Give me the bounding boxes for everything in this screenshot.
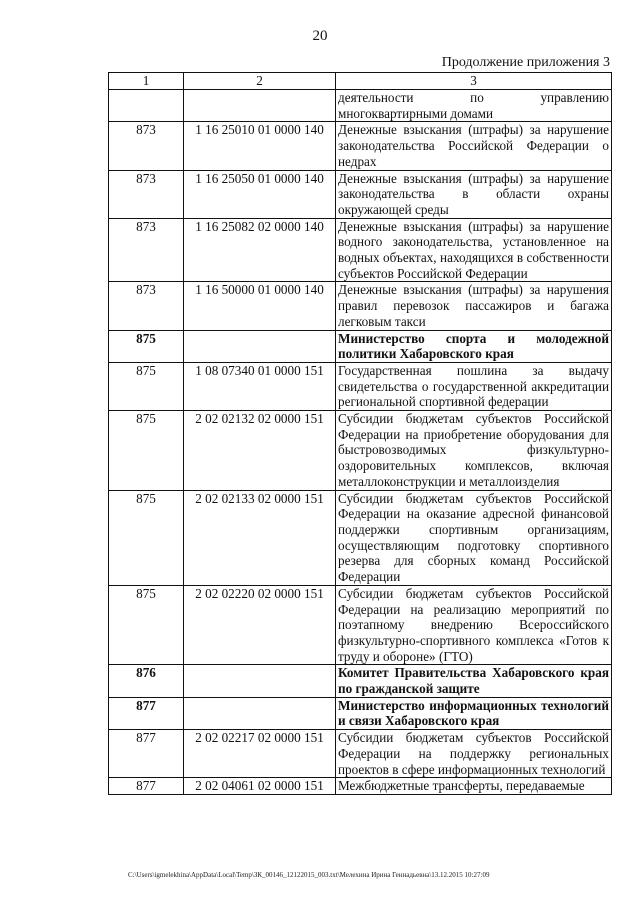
page-number: 20	[312, 28, 328, 44]
admin-code-cell: 877	[109, 730, 184, 778]
budget-code-cell: 1 16 25082 02 0000 140	[184, 218, 336, 282]
admin-code-cell: 873	[109, 170, 184, 218]
description-cell: Субсидии бюджетам субъектов Российской Федерации на поддержку региональных проектов в сфере информационных технологий	[336, 730, 612, 778]
description-cell: Министерство информационных технологий и связи Хабаровского края	[336, 697, 612, 729]
table-row	[109, 585, 612, 665]
table-row	[109, 778, 612, 795]
budget-code-cell: 2 02 02133 02 0000 151	[184, 490, 336, 585]
budget-code-cell: 1 16 25010 01 0000 140	[184, 122, 336, 170]
budget-code-cell	[184, 697, 336, 729]
budget-code-cell: 1 08 07340 01 0000 151	[184, 362, 336, 410]
admin-code-cell	[109, 90, 184, 122]
table-row	[109, 665, 612, 697]
description-cell: Государственная пошлина за выдачу свидетельства о государственной аккредитации региональной спортивной федерации	[336, 362, 612, 410]
table-row	[109, 490, 612, 585]
admin-code-cell: 873	[109, 282, 184, 330]
budget-code-cell: 1 16 25050 01 0000 140	[184, 170, 336, 218]
description-cell: Министерство спорта и молодежной политики Хабаровского края	[336, 330, 612, 362]
header-col-1: 1	[109, 73, 184, 90]
table-header-row	[109, 73, 612, 90]
description-cell: Денежные взыскания (штрафы) за нарушение водного законодательства, установленное на водных объектах, находящихся в собственности субъектов Российской Федерации	[336, 218, 612, 282]
footer-file-path: C:\Users\igmelekhina\AppData\Local\Temp\ЗК_00146_12122015_003.txt\Мелехина Ирина Геннадьевна\13.12.2015 10:27:09	[128, 871, 490, 879]
budget-classification-table	[108, 72, 612, 795]
table-body	[109, 90, 612, 795]
description-cell: деятельности по управлению многоквартирными домами	[336, 90, 612, 122]
table-row	[109, 362, 612, 410]
table-row	[109, 697, 612, 729]
description-cell: Межбюджетные трансферты, передаваемые	[336, 778, 612, 795]
table-row	[109, 730, 612, 778]
description-cell: Субсидии бюджетам субъектов Российской Федерации на оказание адресной финансовой поддержки спортивным организациям, осуществляющим подготовку спортивного резерва для сборных команд Российской Федерации	[336, 490, 612, 585]
table-row	[109, 411, 612, 491]
table-row	[109, 90, 612, 122]
table-row	[109, 330, 612, 362]
admin-code-cell: 875	[109, 411, 184, 491]
description-cell: Комитет Правительства Хабаровского края по гражданской защите	[336, 665, 612, 697]
header-col-3: 3	[336, 73, 612, 90]
description-cell: Денежные взыскания (штрафы) за нарушение законодательства в области охраны окружающей среды	[336, 170, 612, 218]
admin-code-cell: 877	[109, 778, 184, 795]
admin-code-cell: 873	[109, 122, 184, 170]
budget-code-cell: 2 02 02132 02 0000 151	[184, 411, 336, 491]
description-cell: Субсидии бюджетам субъектов Российской Федерации на реализацию мероприятий по поэтапному внедрению Всероссийского физкультурно-спортивного комплекса «Готов к труду и обороне» (ГТО)	[336, 585, 612, 665]
budget-code-cell: 2 02 02220 02 0000 151	[184, 585, 336, 665]
description-cell: Субсидии бюджетам субъектов Российской Федерации на приобретение оборудования для быстровозводимых физкультурно-оздоровительных комплексов, включая металлоконструкции и металлоизделия	[336, 411, 612, 491]
continuation-label: Продолжение приложения 3	[441, 55, 610, 70]
budget-code-cell: 2 02 04061 02 0000 151	[184, 778, 336, 795]
admin-code-cell: 876	[109, 665, 184, 697]
budget-code-cell	[184, 90, 336, 122]
admin-code-cell: 875	[109, 330, 184, 362]
description-cell: Денежные взыскания (штрафы) за нарушение законодательства Российской Федерации о недрах	[336, 122, 612, 170]
admin-code-cell: 875	[109, 362, 184, 410]
header-col-2: 2	[184, 73, 336, 90]
budget-code-cell	[184, 665, 336, 697]
admin-code-cell: 873	[109, 218, 184, 282]
budget-code-cell	[184, 330, 336, 362]
table-row	[109, 282, 612, 330]
admin-code-cell: 877	[109, 697, 184, 729]
budget-code-cell: 2 02 02217 02 0000 151	[184, 730, 336, 778]
admin-code-cell: 875	[109, 585, 184, 665]
table-row	[109, 218, 612, 282]
description-cell: Денежные взыскания (штрафы) за нарушения правил перевозок пассажиров и багажа легковым такси	[336, 282, 612, 330]
budget-code-cell: 1 16 50000 01 0000 140	[184, 282, 336, 330]
table-row	[109, 170, 612, 218]
admin-code-cell: 875	[109, 490, 184, 585]
table-row	[109, 122, 612, 170]
